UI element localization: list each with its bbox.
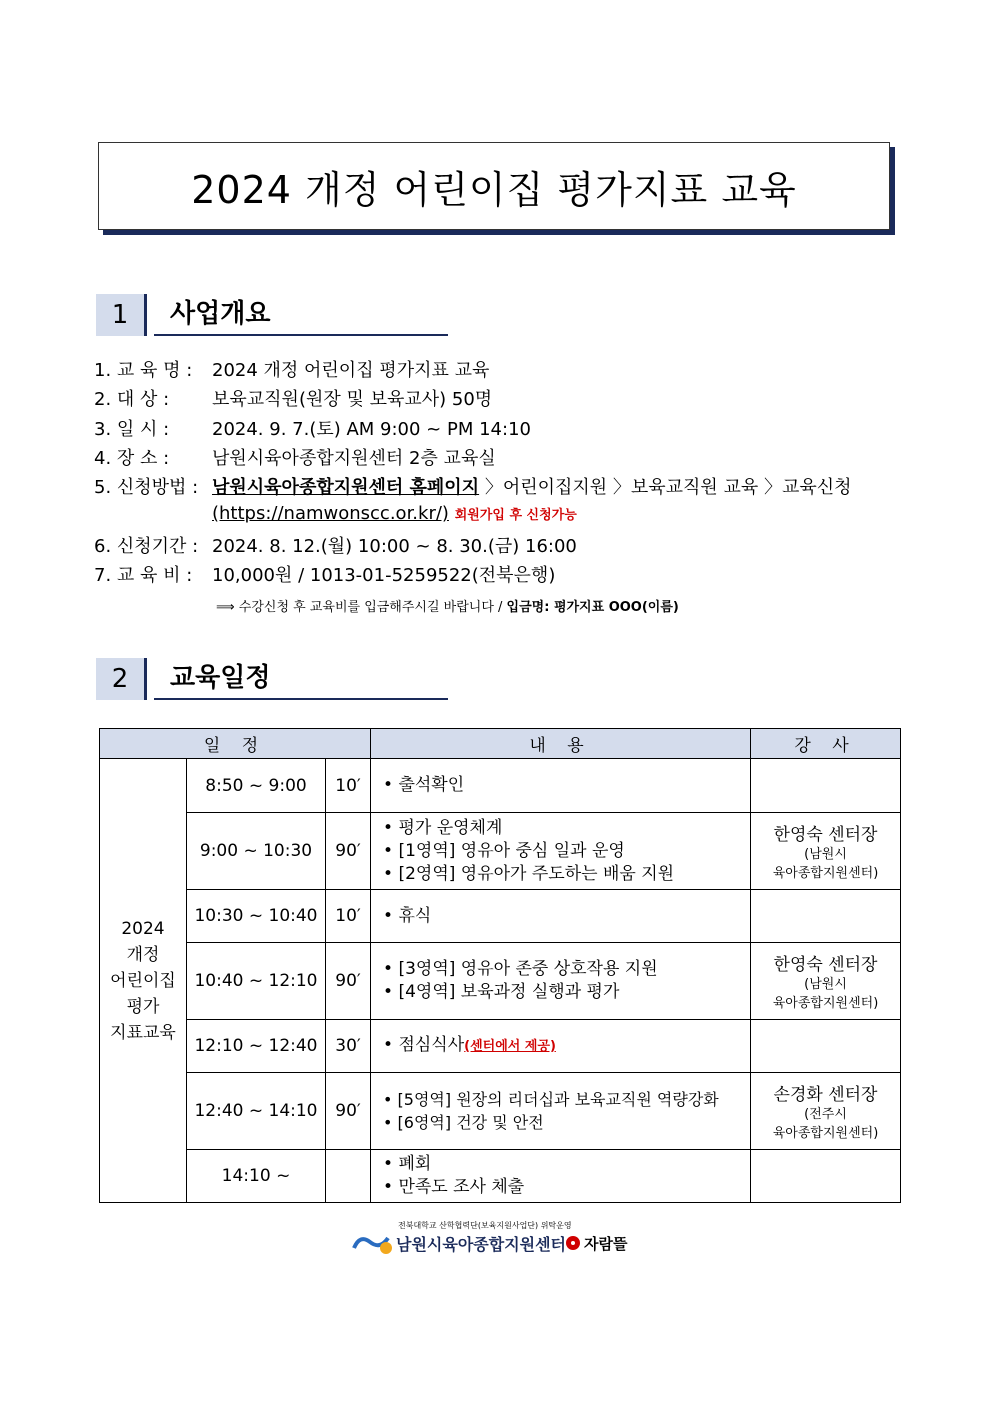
info-row-name: 1. 교 육 명 : 2024 개정 어린이집 평가지표 교육	[94, 360, 490, 381]
section-number: 1	[96, 294, 147, 336]
center-logo-icon	[350, 1230, 394, 1256]
lecturer-cell: 손경화 센터장 (전주시 육아종합지원센터)	[751, 1073, 901, 1150]
table-row: 9:00 ~ 10:30 90′ • 평가 운영체계 • [1영역] 영유아 중심 일과 운영 • [2영역] 영유아가 주도하는 배움 지원 한영숙 센터장 (남원시 육아종합지원센터)	[100, 813, 901, 890]
section-title: 사업개요	[154, 294, 448, 336]
section-title: 교육일정	[154, 658, 448, 700]
table-row: 10:30 ~ 10:40 10′ • 휴식	[100, 890, 901, 943]
table-row: 2024 개정 어린이집 평가 지표교육 8:50 ~ 9:00 10′ • 출석확인	[100, 759, 901, 813]
footer-logo: 전북대학교 산학협력단(보육지원사업단) 위탁운영 남원시육아종합지원센터 자람뜰	[350, 1220, 640, 1260]
lecturer-cell: 한영숙 센터장 (남원시 육아종합지원센터)	[751, 813, 901, 890]
url-link[interactable]: (https://namwonscc.or.kr/)	[212, 503, 449, 524]
info-row-fee: 7. 교 육 비 : 10,000원 / 1013-01-5259522(전북은행)	[94, 565, 556, 586]
apply-note: 회원가입 후 신청가능	[454, 508, 577, 523]
info-row-place: 4. 장 소 : 남원시육아종합지원센터 2층 교육실	[94, 448, 496, 469]
info-row-target: 2. 대 상 : 보육교직원(원장 및 보육교사) 50명	[94, 389, 493, 410]
info-row-url	[212, 503, 577, 524]
info-row-period: 6. 신청기간 : 2024. 8. 12.(월) 10:00 ~ 8. 30.(금) 16:00	[94, 536, 577, 557]
lecturer-cell: 한영숙 센터장 (남원시 육아종합지원센터)	[751, 943, 901, 1020]
info-row-apply: 5. 신청방법 : 남원시육아종합지원센터 홈페이지 〉어린이집지원 〉보육교직원 교육 〉교육신청	[94, 477, 852, 498]
header-lecturer: 강 사	[751, 729, 901, 759]
fee-note: ⟹ 수강신청 후 교육비를 입금해주시길 바랍니다 / 입금명: 평가지표 OOO(이름)	[216, 600, 679, 615]
table-row: 12:10 ~ 12:40 30′ • 점심식사(센터에서 제공)	[100, 1020, 901, 1073]
flower-icon	[564, 1234, 582, 1252]
table-row: 12:40 ~ 14:10 90′ • [5영역] 원장의 리더십과 보육교직원 역량강화 • [6영역] 건강 및 안전 손경화 센터장 (전주시 육아종합지원센터)	[100, 1073, 901, 1150]
section-number: 2	[96, 658, 147, 700]
info-row-date: 3. 일 시 : 2024. 9. 7.(토) AM 9:00 ~ PM 14:10	[94, 419, 531, 440]
header-schedule: 일 정	[100, 729, 371, 759]
table-row: 10:40 ~ 12:10 90′ • [3영역] 영유아 존중 상호작용 지원 • [4영역] 보육과정 실행과 평가 한영숙 센터장 (남원시 육아종합지원센터)	[100, 943, 901, 1020]
program-name-cell: 2024 개정 어린이집 평가 지표교육	[100, 759, 187, 1203]
homepage-link[interactable]: 남원시육아종합지원센터 홈페이지	[212, 477, 480, 498]
page-title: 2024 개정 어린이집 평가지표 교육	[191, 167, 797, 212]
schedule-table	[99, 728, 901, 1203]
table-row: 14:10 ~ • 폐회 • 만족도 조사 체출	[100, 1150, 901, 1203]
header-content: 내 용	[371, 729, 751, 759]
title-box	[98, 142, 890, 230]
